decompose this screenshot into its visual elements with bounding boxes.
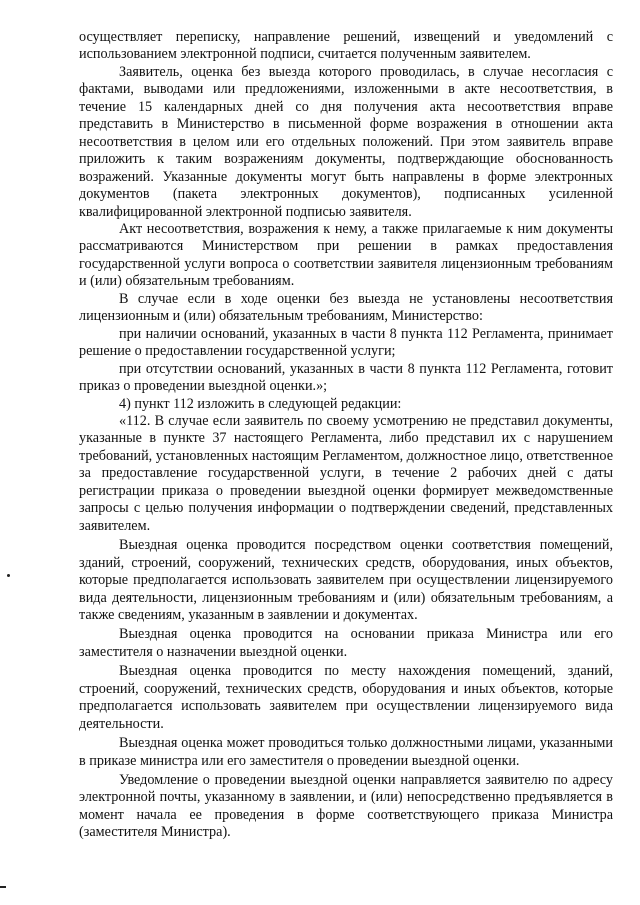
paragraph-amendment-item: 4) пункт 112 изложить в следующей редакции:: [119, 395, 402, 412]
document-body: [79, 29, 613, 842]
paragraph-continuation: осуществляет переписку, направление решений, извещений и уведомлений с использованием электронной подписи, считается полученным заявителем.: [79, 29, 613, 63]
paragraph-onsite-notification: Уведомление о проведении выездной оценки направляется заявителю по адресу электронной почты, указанному в заявлении, и (или) непосредственно предъявляется в момент начала ее проведения в форме соответствующего приказа Министра (заместителя Министра).: [79, 772, 613, 841]
paragraph-onsite-location: Выездная оценка проводится по месту нахождения помещений, зданий, строений, сооружений, технических средств, оборудования и иных объектов, которые предполагается использовать заявителем при осуществлении лицензируемого вида деятельности.: [79, 663, 613, 732]
paragraph-onsite-officials: Выездная оценка может проводиться только должностными лицами, указанными в приказе министра или его заместителя о проведении выездной оценки.: [79, 735, 613, 769]
paragraph-onsite-basis: Выездная оценка проводится на основании приказа Министра или его заместителя о назначении выездной оценки.: [79, 626, 613, 660]
scan-speck: [0, 886, 6, 888]
scan-speck: [7, 574, 10, 577]
paragraph-onsite-assessment: Выездная оценка проводится посредством оценки соответствия помещений, зданий, строений, сооружений, технических средств, оборудования, иных объектов, которые предполагается использовать заявителем при осуществлении лицензируемого вида деятельности, лицензионным требованиям и (или) обязательным требованиям, а также сведениям, указанным в заявлении и документах.: [79, 537, 613, 623]
paragraph-no-violations: В случае если в ходе оценки без выезда не установлены несоответствия лицензионным и (или) обязательным требованиям, Министерство:: [79, 290, 613, 325]
paragraph-objections: Заявитель, оценка без выезда которого проводилась, в случае несогласия с фактами, выводами или предложениями, изложенными в акте несоответствия, в течение 15 календарных дней со дня получения акта несоответствия вправе представить в Министерство в письменной форме возражения в отношении акта несоответствия в целом или его отдельных положений. При этом заявитель вправе приложить к таким возражениям документы, подтверждающие обоснованность возражений. Указанные документы могут быть направлены в форме электронных документов (пакета электронных документов), подписанных усиленной квалифицированной электронной подписью заявителя.: [79, 63, 613, 220]
paragraph-grounds-present: при наличии оснований, указанных в части 8 пункта 112 Регламента, принимает решение о предоставлении государственной услуги;: [79, 325, 613, 360]
paragraph-grounds-absent: при отсутствии оснований, указанных в части 8 пункта 112 Регламента, готовит приказ о проведении выездной оценки.»;: [79, 360, 613, 395]
paragraph-clause-112: «112. В случае если заявитель по своему усмотрению не представил документы, указанные в пункте 37 настоящего Регламента, либо представил их с нарушением требований, установленных настоящим Регламентом, должностное лицо, ответственное за предоставление государственной услуги, в течение 2 рабочих дней с даты регистрации приказа о проведении выездной оценки формирует межведомственные запросы с целью получения информации о подтверждении сведений, представленных заявителем.: [79, 412, 613, 534]
paragraph-act-review: Акт несоответствия, возражения к нему, а также прилагаемые к ним документы рассматриваются Министерством при решении в рамках предоставления государственной услуги вопроса о соответствии заявителя лицензионным требованиям и (или) обязательным требованиям.: [79, 220, 613, 290]
